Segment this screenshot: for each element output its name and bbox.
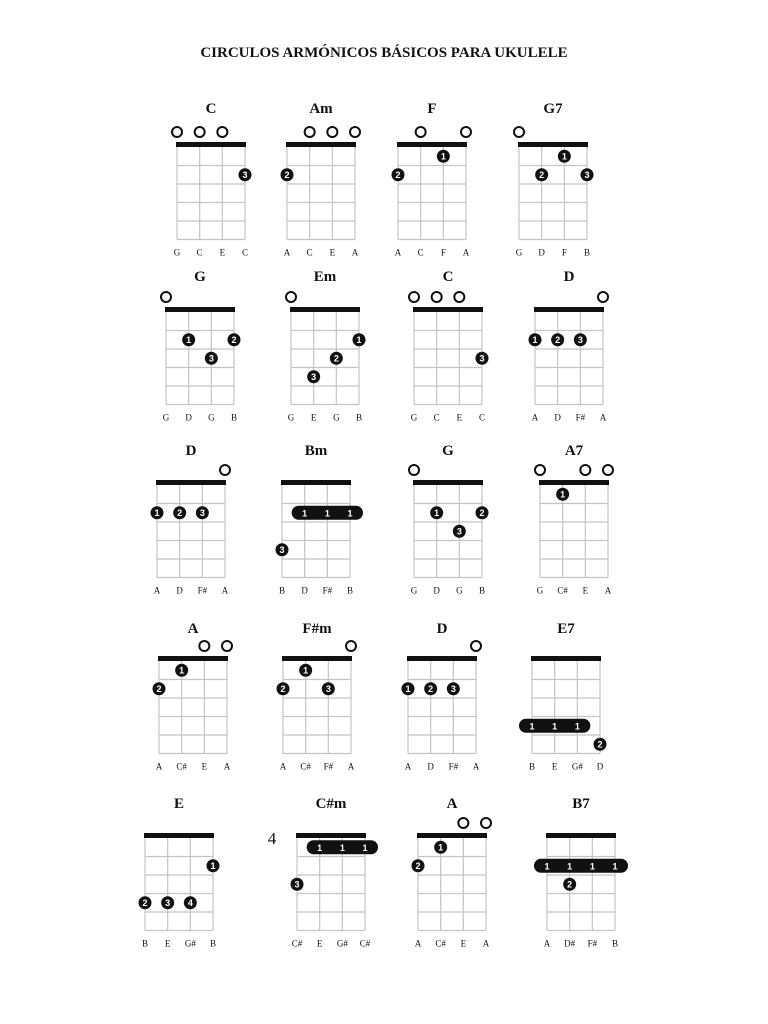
open-string-marker — [481, 818, 491, 828]
finger-number: 1 — [532, 335, 538, 346]
chord-diagram-4-3 — [534, 796, 628, 949]
string-label: D — [538, 247, 545, 258]
open-string-marker — [471, 641, 481, 651]
nut-bar — [546, 833, 616, 838]
barre-finger-number: 1 — [552, 721, 558, 732]
string-label: G — [456, 585, 463, 596]
open-string-marker — [454, 292, 464, 302]
nut-bar — [407, 656, 477, 661]
string-label: B — [611, 938, 619, 949]
chord-diagram-4-0 — [139, 796, 220, 949]
finger-number: 1 — [561, 151, 567, 162]
string-label: G — [515, 247, 523, 258]
barre-finger-number: 1 — [339, 842, 345, 853]
string-label: E — [201, 761, 208, 772]
open-string-marker — [580, 465, 590, 475]
open-string-marker — [195, 127, 205, 137]
string-label: A — [153, 585, 161, 596]
chord-diagram-1-2 — [409, 269, 489, 423]
finger-number: 1 — [560, 489, 566, 500]
finger-number: 2 — [555, 335, 561, 346]
finger-number: 1 — [154, 508, 160, 519]
string-label: E — [456, 412, 463, 423]
chord-diagram-3-3 — [519, 621, 607, 772]
chord-name: Em — [313, 269, 337, 285]
finger-number: 1 — [434, 508, 440, 519]
string-label: A — [155, 761, 163, 772]
chord-name: E — [173, 796, 185, 812]
string-label: D# — [564, 938, 576, 949]
string-label: A — [347, 761, 355, 772]
finger-number: 3 — [450, 684, 456, 695]
chord-name: B7 — [572, 796, 590, 812]
finger-number: 2 — [142, 898, 148, 909]
string-label: G — [162, 412, 170, 423]
chord-diagram-0-1 — [281, 101, 361, 258]
barre-finger-number: 1 — [589, 861, 595, 872]
string-label: C — [306, 247, 313, 258]
string-label: C# — [435, 938, 446, 949]
chord-diagram-0-0 — [172, 101, 252, 258]
nut-bar — [281, 480, 351, 485]
string-label: A — [462, 247, 470, 258]
nut-bar — [397, 142, 467, 147]
finger-number: 3 — [279, 545, 285, 556]
open-string-marker — [409, 292, 419, 302]
string-label: E — [582, 585, 589, 596]
nut-bar — [413, 480, 483, 485]
string-label: C — [196, 247, 203, 258]
finger-number: 2 — [280, 684, 286, 695]
string-label: D — [427, 761, 434, 772]
string-label: E — [316, 938, 323, 949]
barre-finger-number: 1 — [567, 861, 573, 872]
string-label: G — [208, 412, 215, 423]
string-label: F — [440, 247, 446, 258]
string-label: G — [173, 247, 181, 258]
finger-number: 2 — [539, 170, 545, 181]
chord-name: F#m — [302, 621, 332, 637]
nut-bar — [158, 656, 228, 661]
barre-finger-number: 1 — [612, 861, 618, 872]
string-label: C# — [291, 938, 303, 949]
barre-finger-number: 1 — [544, 861, 550, 872]
finger-number: 1 — [405, 684, 411, 695]
string-label: C — [478, 412, 486, 423]
chord-diagram-3-0 — [153, 621, 233, 772]
open-string-marker — [286, 292, 296, 302]
string-label: D — [433, 585, 440, 596]
nut-bar — [417, 833, 487, 838]
finger-number: 3 — [577, 335, 583, 346]
string-label: D — [176, 585, 183, 596]
nut-bar — [413, 307, 483, 312]
chord-name: Am — [309, 101, 333, 117]
string-label: A — [472, 761, 480, 772]
string-label: A — [482, 938, 490, 949]
chord-diagram-2-3 — [535, 443, 613, 596]
fret-number-marker: 4 — [267, 829, 277, 848]
open-string-marker — [514, 127, 524, 137]
finger-number: 1 — [179, 665, 185, 676]
string-label: A — [223, 761, 231, 772]
finger-number: 3 — [479, 353, 485, 364]
string-label: G# — [336, 938, 348, 949]
nut-bar — [156, 480, 226, 485]
string-label: G — [287, 412, 295, 423]
chord-name: A — [187, 621, 199, 637]
open-string-marker — [603, 465, 613, 475]
chord-diagram-3-2 — [402, 621, 482, 772]
chord-diagram-2-0 — [151, 443, 231, 596]
string-label: G — [410, 412, 418, 423]
nut-bar — [286, 142, 356, 147]
string-label: E — [219, 247, 226, 258]
finger-number: 2 — [333, 353, 339, 364]
page-title: CIRCULOS ARMÓNICOS BÁSICOS PARA UKULELE — [200, 45, 568, 61]
string-label: F# — [587, 938, 598, 949]
open-string-marker — [346, 641, 356, 651]
chord-name: F — [427, 101, 437, 117]
nut-bar — [539, 480, 609, 485]
open-string-marker — [350, 127, 360, 137]
open-string-marker — [199, 641, 209, 651]
open-string-marker — [327, 127, 337, 137]
finger-number: 2 — [177, 508, 183, 519]
string-label: B — [230, 412, 238, 423]
finger-number: 3 — [584, 170, 590, 181]
open-string-marker — [217, 127, 227, 137]
nut-bar — [296, 833, 366, 838]
barre-finger-number: 1 — [362, 842, 368, 853]
open-string-marker — [461, 127, 471, 137]
chord-name: A7 — [564, 443, 584, 459]
finger-number: 2 — [479, 508, 485, 519]
open-string-marker — [598, 292, 608, 302]
string-label: A — [599, 412, 607, 423]
barre-finger-number: 1 — [317, 842, 323, 853]
nut-bar — [518, 142, 588, 147]
chord-diagram-1-1 — [286, 269, 366, 423]
finger-number: 3 — [208, 353, 214, 364]
string-label: G# — [184, 938, 196, 949]
chord-name: D — [185, 443, 197, 459]
string-label: C# — [176, 761, 187, 772]
finger-number: 1 — [210, 861, 216, 872]
open-string-marker — [161, 292, 171, 302]
finger-number: 1 — [356, 335, 362, 346]
string-label: E — [164, 938, 171, 949]
nut-bar — [290, 307, 360, 312]
string-label: F# — [575, 412, 586, 423]
open-string-marker — [172, 127, 182, 137]
finger-number: 2 — [395, 170, 401, 181]
chord-name: A — [446, 796, 458, 812]
finger-number: 3 — [165, 898, 171, 909]
string-label: A — [221, 585, 229, 596]
chord-diagram-1-3 — [529, 269, 609, 423]
chord-name: C — [442, 269, 454, 285]
string-label: F# — [323, 761, 334, 772]
open-string-marker — [220, 465, 230, 475]
string-label: A — [351, 247, 359, 258]
finger-number: 3 — [242, 170, 248, 181]
finger-number: 2 — [567, 879, 573, 890]
string-label: C# — [557, 585, 568, 596]
finger-number: 4 — [187, 898, 193, 909]
chord-name: D — [563, 269, 575, 285]
string-label: C — [241, 247, 249, 258]
string-label: C# — [300, 761, 311, 772]
finger-number: 3 — [311, 372, 317, 383]
string-label: C# — [359, 938, 371, 949]
barre-finger-number: 1 — [347, 508, 353, 519]
finger-number: 2 — [231, 335, 237, 346]
finger-number: 1 — [303, 665, 309, 676]
open-string-marker — [432, 292, 442, 302]
string-label: E — [460, 938, 467, 949]
string-label: G — [536, 585, 544, 596]
chord-name: E7 — [557, 621, 575, 637]
string-label: E — [310, 412, 317, 423]
string-label: C — [433, 412, 440, 423]
string-label: A — [283, 247, 291, 258]
string-label: A — [531, 412, 539, 423]
string-label: C — [417, 247, 424, 258]
open-string-marker — [305, 127, 315, 137]
finger-number: 3 — [294, 879, 300, 890]
chord-name: C — [205, 101, 217, 117]
string-label: E — [551, 761, 558, 772]
nut-bar — [531, 656, 601, 661]
open-string-marker — [222, 641, 232, 651]
nut-bar — [534, 307, 604, 312]
barre-finger-number: 1 — [529, 721, 535, 732]
open-string-marker — [535, 465, 545, 475]
chord-name: G — [194, 269, 206, 285]
chord-name: G7 — [543, 101, 563, 117]
chord-name: Bm — [304, 443, 328, 459]
string-label: G — [333, 412, 340, 423]
chord-diagram-1-0 — [161, 269, 241, 423]
string-label: F# — [448, 761, 459, 772]
finger-number: 2 — [597, 739, 603, 750]
finger-number: 1 — [186, 335, 192, 346]
string-label: B — [478, 585, 486, 596]
string-label: G — [410, 585, 418, 596]
finger-number: 2 — [428, 684, 434, 695]
chord-name: D — [436, 621, 448, 637]
string-label: F# — [197, 585, 208, 596]
chord-diagram-0-2 — [392, 101, 472, 258]
finger-number: 3 — [199, 508, 205, 519]
string-label: B — [528, 761, 536, 772]
chord-diagram-0-3 — [514, 101, 594, 258]
finger-number: 3 — [325, 684, 331, 695]
string-label: B — [209, 938, 217, 949]
string-label: D — [554, 412, 561, 423]
string-label: B — [346, 585, 354, 596]
open-string-marker — [416, 127, 426, 137]
string-label: A — [414, 938, 422, 949]
chord-diagram-4-1 — [268, 796, 378, 949]
chord-name: G — [442, 443, 454, 459]
chord-diagram-3-1 — [277, 621, 357, 772]
nut-bar — [144, 833, 214, 838]
nut-bar — [176, 142, 246, 147]
string-label: B — [355, 412, 363, 423]
string-label: F — [561, 247, 567, 258]
string-label: A — [543, 938, 551, 949]
nut-bar — [165, 307, 235, 312]
string-label: G# — [571, 761, 583, 772]
string-label: B — [278, 585, 286, 596]
string-label: E — [329, 247, 336, 258]
open-string-marker — [409, 465, 419, 475]
string-label: A — [604, 585, 612, 596]
chord-diagram-2-1 — [276, 443, 364, 596]
string-label: D — [185, 412, 192, 423]
barre-finger-number: 1 — [302, 508, 308, 519]
finger-number: 2 — [156, 684, 162, 695]
string-label: B — [141, 938, 149, 949]
chord-diagram-4-2 — [412, 796, 492, 949]
open-string-marker — [458, 818, 468, 828]
chord-diagram-2-2 — [409, 443, 489, 596]
finger-number: 1 — [438, 842, 444, 853]
string-label: A — [279, 761, 287, 772]
string-label: F# — [322, 585, 333, 596]
barre-finger-number: 1 — [324, 508, 330, 519]
string-label: D — [301, 585, 308, 596]
chord-name: C#m — [315, 796, 347, 812]
barre-finger-number: 1 — [574, 721, 580, 732]
string-label: A — [404, 761, 412, 772]
string-label: D — [596, 761, 604, 772]
finger-number: 1 — [440, 151, 446, 162]
finger-number: 2 — [415, 861, 421, 872]
nut-bar — [282, 656, 352, 661]
finger-number: 3 — [456, 526, 462, 537]
string-label: A — [394, 247, 402, 258]
finger-number: 2 — [284, 170, 290, 181]
string-label: B — [583, 247, 591, 258]
